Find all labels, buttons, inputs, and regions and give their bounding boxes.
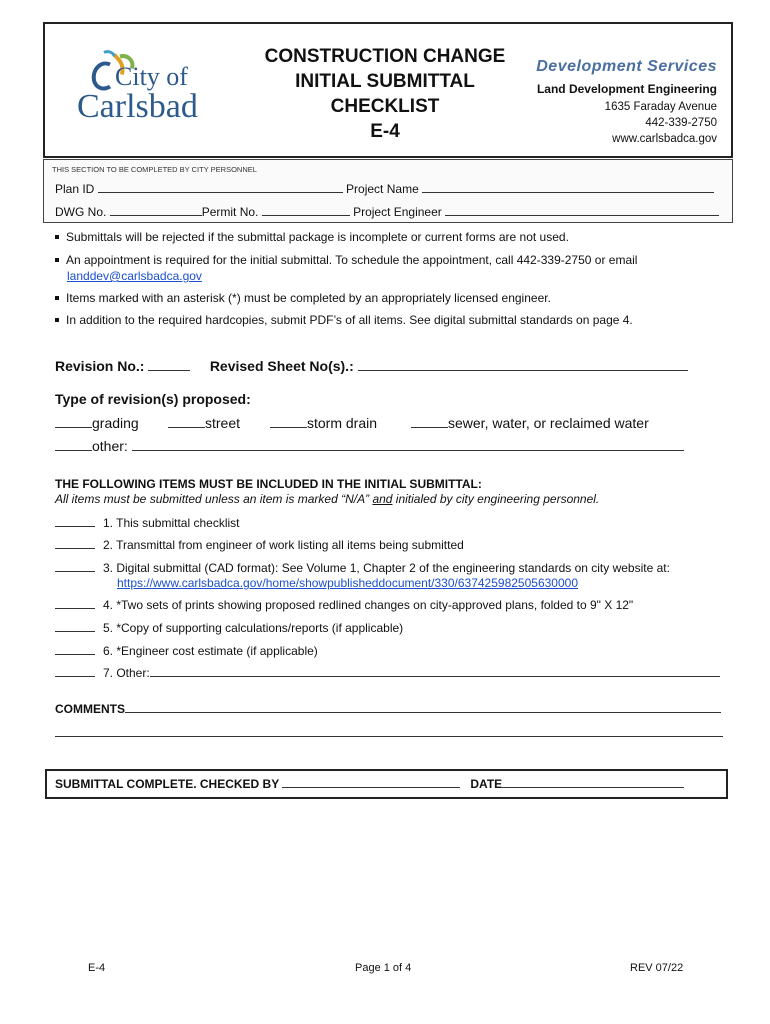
plan-id-label: Plan ID (55, 182, 95, 196)
dev-services-heading: Development Services (536, 58, 717, 75)
revision-no-label: Revision No.: (55, 358, 145, 374)
checklist-item-2: 2. Transmittal from engineer of work listing all items being submitted (55, 538, 464, 552)
checked-by-row (55, 777, 684, 791)
type-sewer: sewer, water, or reclaimed water (411, 415, 649, 431)
project-engineer-field[interactable] (445, 204, 719, 216)
project-name-label: Project Name (346, 182, 419, 196)
items-heading: THE FOLLOWING ITEMS MUST BE INCLUDED IN THE INITIAL SUBMITTAL: (55, 477, 482, 491)
note-1: Submittals will be rejected if the submittal package is incomplete or current forms are not used. (55, 229, 705, 245)
storm-drain-blank[interactable] (270, 415, 307, 428)
other-field[interactable] (132, 438, 684, 451)
comments-field-2[interactable] (55, 736, 723, 737)
logo-city-text: City of (115, 62, 188, 91)
department-name: Land Development Engineering (536, 82, 717, 96)
bullet-icon (55, 258, 59, 262)
type-other: other: (55, 438, 684, 454)
item-5-blank[interactable] (55, 622, 95, 632)
grading-blank[interactable] (55, 415, 92, 428)
email-link[interactable]: landdev@carlsbadca.gov (67, 269, 202, 283)
checked-by-field[interactable] (282, 777, 460, 788)
item-6-blank[interactable] (55, 645, 95, 655)
project-name-field[interactable] (422, 181, 714, 193)
plan-id-row (55, 181, 714, 196)
checklist-item-1: 1. This submittal checklist (55, 516, 240, 530)
item-7-other-field[interactable] (150, 666, 720, 677)
date-field[interactable] (502, 777, 684, 788)
item-3-link-row (117, 576, 578, 590)
revised-sheets-field[interactable] (358, 358, 688, 371)
dwg-row (55, 204, 719, 219)
items-subheading: All items must be submitted unless an item is marked “N/A” and initialed by city engineering personnel. (55, 492, 600, 506)
address: 1635 Faraday Avenue (604, 101, 717, 113)
permit-no-field[interactable] (262, 204, 350, 216)
title-line-4: E-4 (370, 121, 400, 142)
plan-id-field[interactable] (98, 181, 343, 193)
document-title (252, 44, 518, 144)
footer-revision: REV 07/22 (630, 962, 684, 974)
revision-row (55, 358, 688, 374)
type-heading: Type of revision(s) proposed: (55, 391, 251, 407)
note-3: Items marked with an asterisk (*) must be completed by an appropriately licensed engineer. (55, 290, 705, 306)
type-grading: grading (55, 415, 139, 431)
note-2: An appointment is required for the initial submittal. To schedule the appointment, call 442-339-2750 or email landdev@carlsbadca.gov (55, 252, 705, 284)
checklist-item-7: 7. Other: (55, 666, 720, 680)
revised-sheets-label: Revised Sheet No(s).: (209, 358, 354, 374)
contact-block (520, 99, 717, 147)
website: www.carlsbadca.gov (612, 133, 717, 145)
title-line-2: INITIAL SUBMITTAL (295, 71, 475, 92)
street-blank[interactable] (168, 415, 205, 428)
comments-row (55, 702, 721, 716)
bullet-icon (55, 318, 59, 322)
item-2-blank[interactable] (55, 539, 95, 549)
dwg-no-field[interactable] (110, 204, 202, 216)
revision-no-field[interactable] (148, 358, 190, 371)
type-street: street (168, 415, 240, 431)
item-4-blank[interactable] (55, 599, 95, 609)
sewer-blank[interactable] (411, 415, 448, 428)
checked-by-label: SUBMITTAL COMPLETE. CHECKED BY (55, 777, 280, 791)
other-blank[interactable] (55, 438, 92, 451)
item-1-blank[interactable] (55, 517, 95, 527)
bullet-icon (55, 235, 59, 239)
dwg-no-label: DWG No. (55, 205, 107, 219)
title-line-3: CHECKLIST (330, 96, 440, 117)
bullet-icon (55, 296, 59, 300)
date-label: DATE (470, 777, 503, 791)
project-engineer-label: Project Engineer (353, 205, 442, 219)
logo-carlsbad-text: Carlsbad (77, 88, 198, 125)
item-3-blank[interactable] (55, 562, 95, 572)
type-storm-drain: storm drain (270, 415, 377, 431)
engineering-standards-link[interactable]: https://www.carlsbadca.gov/home/showpublisheddocument/330/637425982505630000 (117, 576, 578, 590)
checklist-item-4: 4. *Two sets of prints showing proposed redlined changes on city-approved plans, folded to 9" X 12" (55, 598, 633, 612)
checklist-item-5: 5. *Copy of supporting calculations/reports (if applicable) (55, 621, 403, 635)
checklist-item-3: 3. Digital submittal (CAD format): See Volume 1, Chapter 2 of the engineering standards on city website at: (55, 561, 670, 575)
checklist-item-6: 6. *Engineer cost estimate (if applicable) (55, 644, 318, 658)
phone: 442-339-2750 (645, 117, 717, 129)
permit-no-label: Permit No. (201, 205, 259, 219)
page-number: Page 1 of 4 (355, 962, 412, 974)
note-4: In addition to the required hardcopies, submit PDF’s of all items. See digital submittal standards on page 4. (55, 312, 705, 328)
footer-left: E-4 (88, 962, 106, 974)
section-label: THIS SECTION TO BE COMPLETED BY CITY PERSONNEL (52, 165, 257, 174)
comments-label: COMMENTS (55, 702, 125, 716)
item-7-blank[interactable] (55, 667, 95, 677)
title-line-1: CONSTRUCTION CHANGE (264, 46, 506, 67)
comments-field-1[interactable] (125, 702, 721, 713)
